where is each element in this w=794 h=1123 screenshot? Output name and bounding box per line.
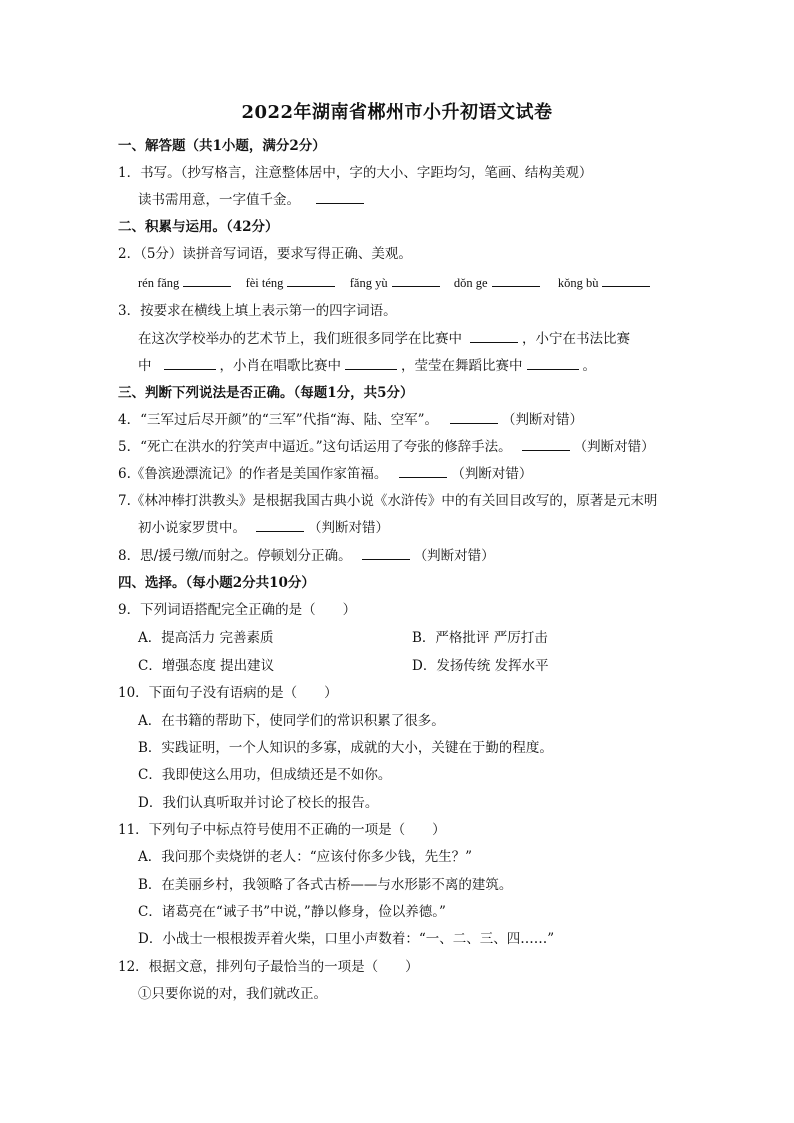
option-c[interactable]: C．诸葛亮在“诫子书”中说，”静以修身，俭以养德。”	[138, 904, 446, 920]
section-1-heading: 一、解答题（共1小题，满分2分）	[118, 138, 326, 154]
answer-blank[interactable]	[345, 357, 397, 370]
answer-blank[interactable]	[392, 274, 440, 287]
exam-title: 2022年湖南省郴州市小升初语文试卷	[241, 102, 553, 123]
answer-blank[interactable]	[522, 438, 570, 451]
option-a[interactable]: A．提高活力 完善素质	[138, 630, 274, 646]
pinyin-item: rén fǎng	[138, 276, 180, 290]
answer-blank[interactable]	[287, 274, 335, 287]
question-7-text: 初小说家罗贯中。	[138, 520, 246, 536]
question-9-options-row-1	[138, 629, 274, 647]
section-3-heading: 三、判断下列说法是否正确。（每题1分，共5分）	[118, 385, 414, 401]
section-4-heading: 四、选择。（每小题2分共10分）	[118, 575, 315, 591]
question-7-line-1: 7.《林冲棒打洪教头》是根据我国古典小说《水浒传》中的有关回目改写的，原著是元末明	[118, 493, 658, 509]
question-4	[118, 411, 583, 429]
answer-blank[interactable]	[183, 274, 231, 287]
answer-blank[interactable]	[256, 519, 304, 532]
answer-blank[interactable]	[492, 274, 540, 287]
pinyin-row	[138, 274, 654, 292]
question-6-text: 6.《鲁滨逊漂流记》的作者是美国作家笛福。	[118, 466, 388, 482]
question-9-options-row-2	[138, 657, 274, 675]
pinyin-item: fèi téng	[245, 276, 284, 290]
question-12-item-1: ①只要你说的对，我们就改正。	[138, 986, 327, 1002]
option-d[interactable]: D．我们认真听取并讨论了校长的报告。	[138, 795, 379, 811]
option-d[interactable]: D．发扬传统 发挥水平	[412, 658, 549, 674]
section-2-heading: 二、积累与运用。（42分）	[118, 219, 279, 235]
answer-blank[interactable]	[470, 330, 518, 343]
judge-suffix: （判断对错）	[413, 548, 495, 564]
pinyin-item: kǒng bù	[557, 276, 599, 290]
option-a[interactable]: A．我问那个卖烧饼的老人：“应该付你多少钱，先生？”	[138, 849, 473, 865]
question-1-quote: 读书需用意，一字值千金。	[138, 192, 300, 208]
question-8-text: 8．思/援弓缴/而射之。停顿划分正确。	[118, 548, 352, 564]
option-c[interactable]: C．增强态度 提出建议	[138, 658, 275, 674]
question-3-text: 在这次学校举办的艺术节上，我们班很多同学在比赛中	[138, 331, 462, 347]
judge-suffix: （判断对错）	[502, 412, 583, 428]
answer-blank[interactable]	[527, 357, 579, 370]
judge-suffix: （判断对错）	[308, 520, 389, 536]
pinyin-item: dǒn ge	[453, 276, 488, 290]
question-12-stem: 12．根据文意，排列句子最恰当的一项是（ ）	[118, 959, 419, 975]
answer-blank[interactable]	[164, 357, 216, 370]
question-8	[118, 547, 495, 565]
answer-blank[interactable]	[316, 191, 364, 204]
answer-blank[interactable]	[450, 411, 498, 424]
judge-suffix: （判断对错）	[451, 466, 533, 482]
question-6	[118, 465, 532, 483]
question-3-text: ，莹莹在舞蹈比赛中	[401, 358, 523, 374]
question-1-stem: 1．书写。（抄写格言，注意整体居中，字的大小、字距均匀，笔画、结构美观）	[118, 165, 593, 181]
question-7-line-2	[138, 519, 389, 537]
question-3-text: 中	[138, 358, 152, 374]
judge-suffix: （判断对错）	[573, 439, 655, 455]
question-9-stem: 9．下列词语搭配完全正确的是（ ）	[118, 602, 357, 618]
question-3-line-1	[138, 330, 630, 348]
answer-blank[interactable]	[362, 547, 410, 560]
question-4-text: 4．“三军过后尽开颜”的“三军”代指“海、陆、空军”。	[118, 412, 438, 428]
question-5	[118, 438, 655, 456]
answer-blank[interactable]	[602, 274, 650, 287]
option-b[interactable]: B．实践证明，一个人知识的多寡，成就的大小，关键在于勤的程度。	[138, 740, 553, 756]
question-3-text: ，小宁在书法比赛	[522, 331, 630, 347]
question-11-stem: 11．下列句子中标点符号使用不正确的一项是（ ）	[118, 822, 446, 838]
option-a[interactable]: A．在书籍的帮助下，使同学们的常识积累了很多。	[138, 713, 445, 729]
question-3-line-2	[138, 357, 596, 375]
option-b[interactable]: B．严格批评 严厉打击	[412, 630, 548, 646]
question-5-text: 5．“死亡在洪水的狞笑声中逼近。”这句话运用了夸张的修辞手法。	[118, 439, 512, 455]
question-3-stem: 3．按要求在横线上填上表示第一的四字词语。	[118, 303, 397, 319]
option-d[interactable]: D．小战士一根根拨弄着火柴，口里小声数着：“一、二、三、四……”	[138, 931, 555, 947]
question-2-stem: 2．（5分）读拼音写词语，要求写得正确、美观。	[118, 246, 412, 262]
option-c[interactable]: C．我即使这么用功，但成绩还是不如你。	[138, 767, 392, 783]
question-10-stem: 10．下面句子没有语病的是（ ）	[118, 685, 338, 701]
question-3-text: ，小肖在唱歌比赛中	[219, 358, 341, 374]
question-3-text: 。	[582, 358, 596, 374]
question-1-text	[138, 191, 368, 209]
answer-blank[interactable]	[399, 465, 447, 478]
pinyin-item: fǎng yù	[349, 276, 388, 290]
option-b[interactable]: B．在美丽乡村，我领略了各式古桥——与水形影不离的建筑。	[138, 877, 513, 893]
